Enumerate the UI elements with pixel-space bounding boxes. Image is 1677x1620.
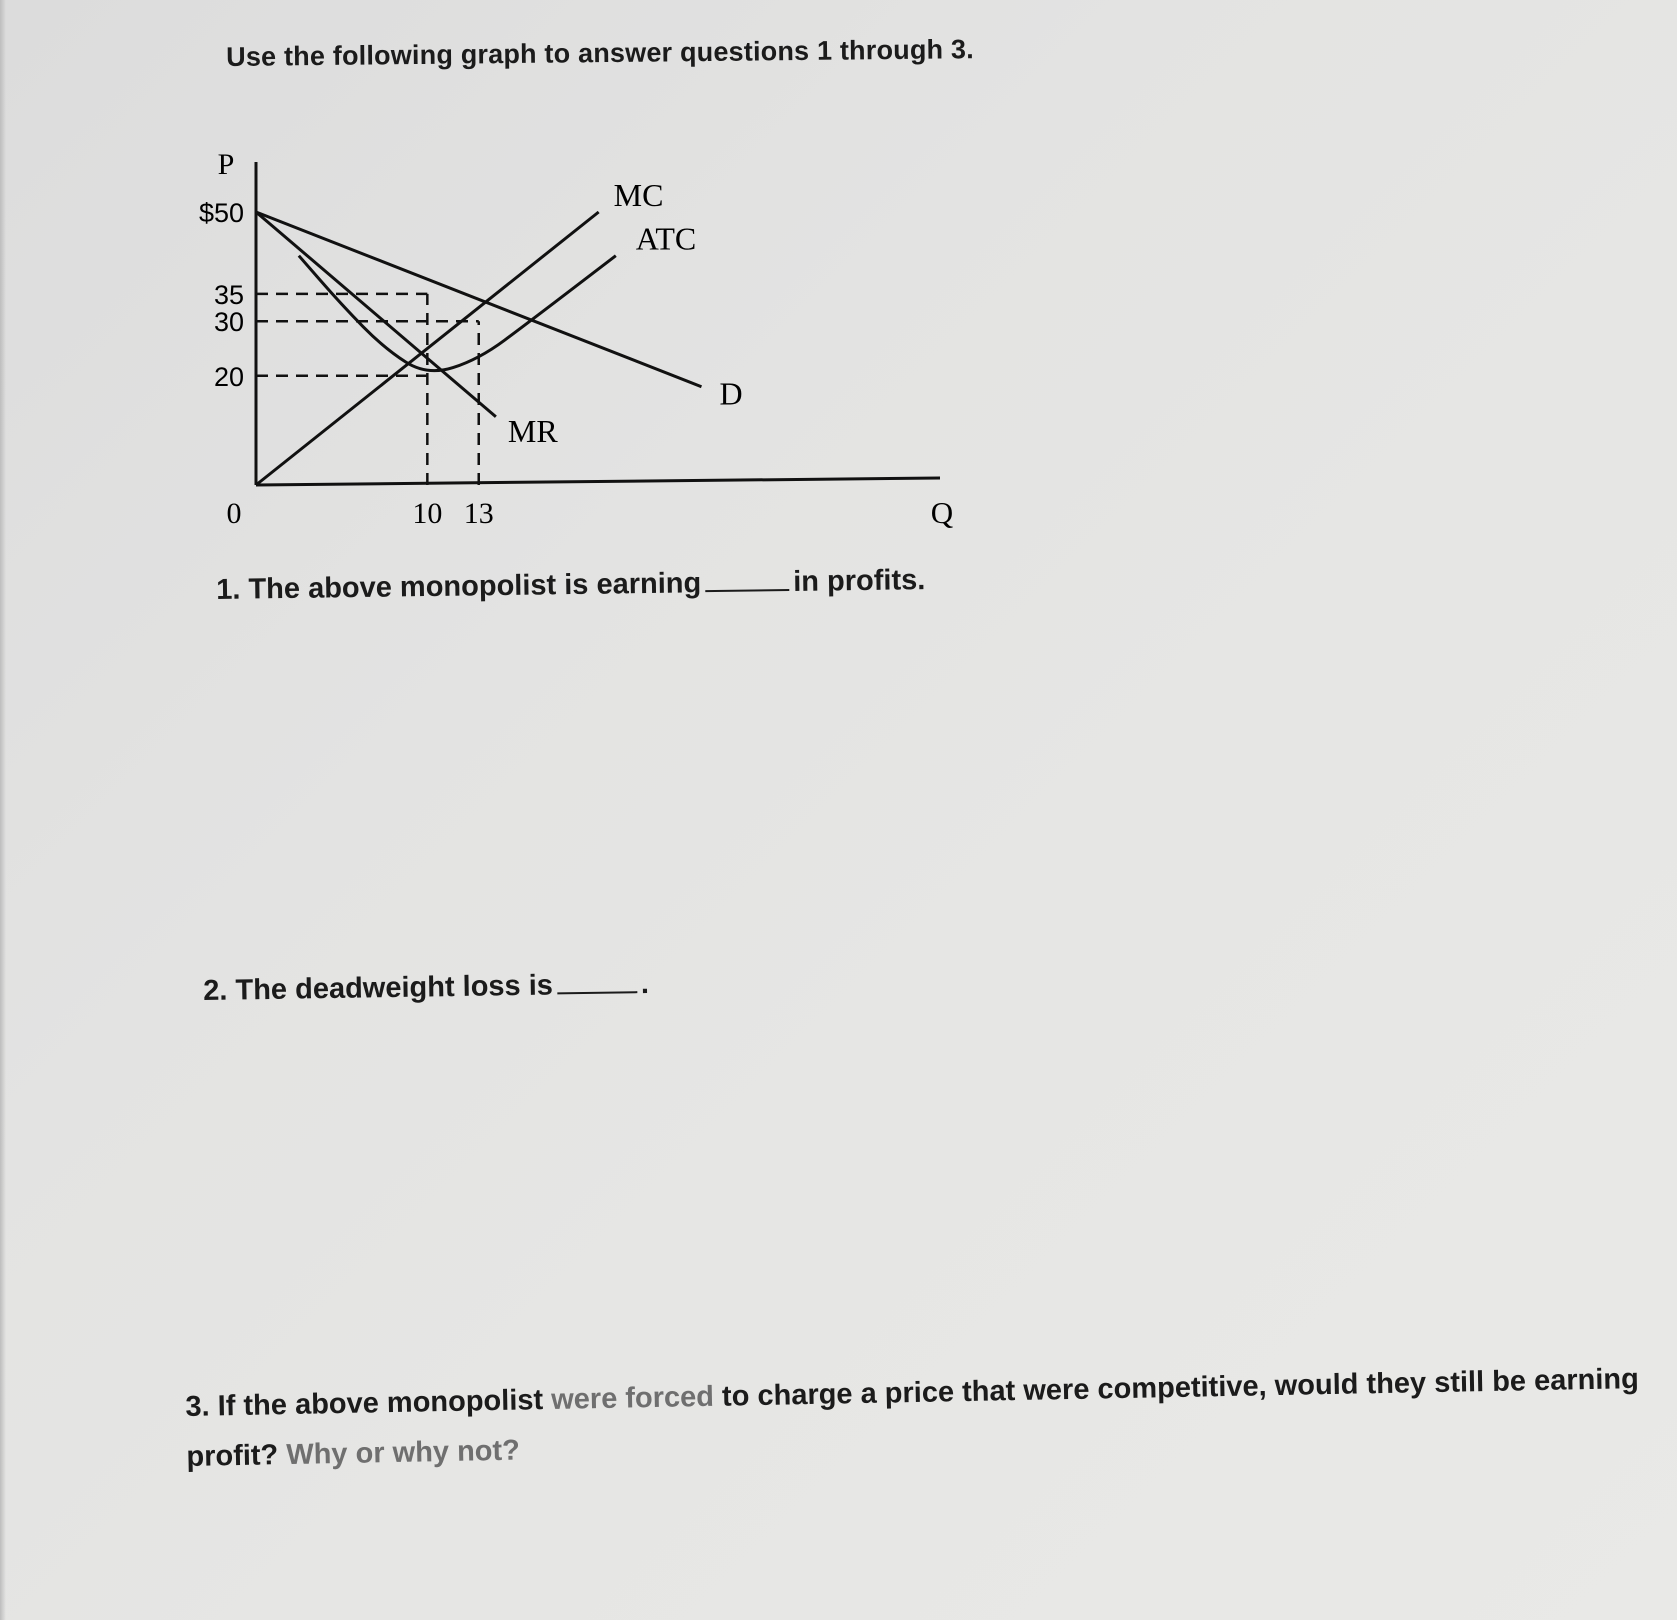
curve-mr (256, 212, 496, 417)
curve-label-mr: MR (507, 412, 558, 449)
y-axis-label: P (217, 148, 235, 181)
question-3 (185, 1354, 1667, 1482)
question-2 (203, 968, 649, 1008)
question-2-text: 2. The deadweight loss is (203, 969, 554, 1007)
paper-edge (0, 0, 6, 1620)
y-tick-label-50: $50 (198, 198, 244, 228)
curve-label-d: D (719, 375, 743, 412)
question-3-part3: to charge a price that were competitive, would they still be earning profit? (186, 1363, 1640, 1473)
y-tick-label-30: 30 (213, 307, 244, 338)
y-tick-label-20: 20 (213, 361, 244, 392)
question-3-part1: 3. If the above monopolist (185, 1384, 544, 1423)
page-heading: Use the following graph to answer questions 1 through 3. (226, 34, 975, 72)
y-tick-label-35: 35 (213, 279, 244, 310)
question-1 (216, 564, 926, 607)
x-tick-label-0: 0 (226, 497, 242, 530)
question-1-suffix: in profits. (792, 564, 926, 598)
curve-label-atc: ATC (635, 220, 697, 257)
x-tick-label-13: 13 (463, 497, 494, 530)
x-axis-label: Q (930, 495, 954, 530)
question-3-part4: Why or why not? (285, 1434, 521, 1472)
question-1-text: 1. The above monopolist is earning (216, 567, 702, 606)
curve-label-mc: MC (613, 177, 664, 213)
monopoly-chart (170, 140, 954, 560)
x-axis (256, 478, 940, 485)
curve-atc (299, 256, 616, 371)
x-tick-label-10: 10 (412, 497, 443, 530)
question-3-part2: were forced (550, 1380, 715, 1416)
question-1-blank (705, 569, 789, 592)
monopoly-graph (170, 140, 954, 560)
question-2-blank (557, 971, 637, 994)
question-2-suffix: . (640, 967, 650, 1001)
